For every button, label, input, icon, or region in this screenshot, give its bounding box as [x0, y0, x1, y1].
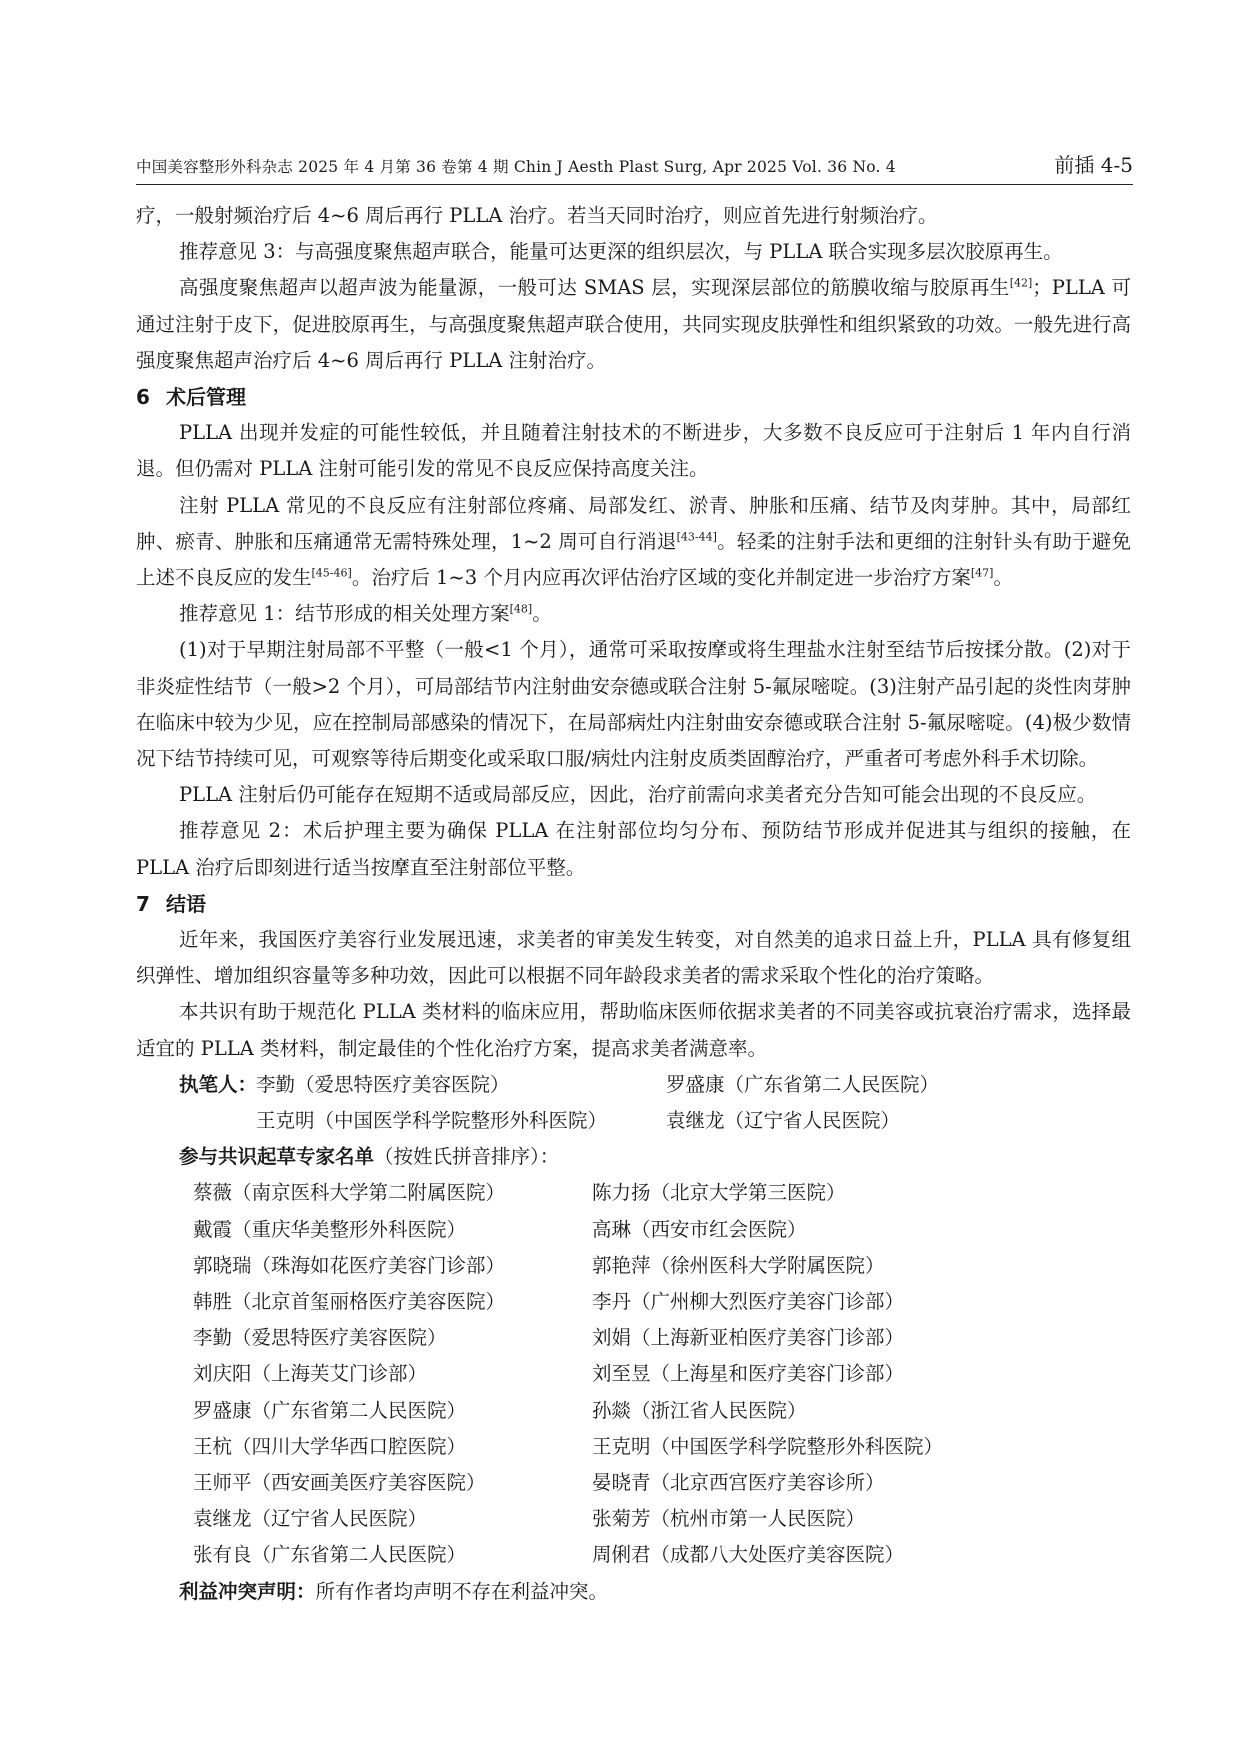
expert-row	[136, 1393, 1131, 1429]
expert-entry: 罗盛康（广东省第二人民医院）	[193, 1398, 467, 1422]
experts-heading: 参与共识起草专家名单（按姓氏拼音排序）：	[179, 1145, 560, 1169]
paragraph: (1)对于早期注射局部不平整（一般<1 个月），通常可采取按摩或将生理盐水注射至结节后按揉分散。(2)对于非炎症性结节（一般>2 个月），可局部结节内注射曲安奈德或联合注射 5-氟尿嘧啶。(3)注射产品引起的炎性肉芽肿在临床中较为少见，应在控制局部感染的情况下，在局部病灶内注射曲安奈德或联合注射 5-氟尿嘧啶。(4)极少数情况下结节持续可见，可观察等待后期变化或采取口服/病灶内注射皮质类固醇治疗，严重者可考虑外科手术切除。	[136, 638, 1131, 771]
expert-entry: 张菊芳（杭州市第一人民医院）	[592, 1507, 866, 1531]
expert-entry: 刘至昱（上海星和医疗美容门诊部）	[592, 1362, 905, 1386]
expert-entry: 郭晓瑞（珠海如花医疗美容门诊部）	[193, 1253, 506, 1277]
expert-row	[136, 1175, 1131, 1211]
author: 罗盛康（广东省第二人民医院）	[666, 1072, 940, 1096]
expert-row	[136, 1429, 1131, 1465]
recommendation-1: 推荐意见 1：结节形成的相关处理方案[48]。	[179, 602, 552, 626]
citation-ref[interactable]: [45-46]	[311, 566, 352, 580]
expert-entry: 蔡薇（南京医科大学第二附属医院）	[193, 1181, 506, 1205]
expert-entry: 王克明（中国医学科学院整形外科医院）	[592, 1434, 944, 1458]
expert-row	[136, 1320, 1131, 1356]
conflict-statement: 利益冲突声明：所有作者均声明不存在利益冲突。	[179, 1579, 609, 1603]
citation-ref[interactable]: [47]	[970, 566, 994, 580]
expert-entry: 刘庆阳（上海芙艾门诊部）	[193, 1362, 428, 1386]
paragraph: 高强度聚焦超声以超声波为能量源，一般可达 SMAS 层，实现深层部位的筋膜收缩与胶原再生[42]；PLLA 可通过注射于皮下，促进胶原再生，与高强度聚焦超声联合使用，共同实现皮肤弹性和组织紧致的功效。一般先进行高强度聚焦超声治疗后 4~6 周后再行 PLLA 注射治疗。	[136, 276, 1131, 372]
author: 王克明（中国医学科学院整形外科医院）	[256, 1109, 608, 1133]
expert-entry: 高琳（西安市红会医院）	[592, 1217, 807, 1241]
expert-entry: 刘娟（上海新亚柏医疗美容门诊部）	[592, 1326, 905, 1350]
expert-row	[136, 1537, 1131, 1573]
recommendation-2: 推荐意见 2：术后护理主要为确保 PLLA 在注射部位均匀分布、预防结节形成并促进其与组织的接触，在 PLLA 治疗后即刻进行适当按摩直至注射部位平整。	[136, 819, 1131, 879]
running-header	[136, 150, 1133, 185]
paragraph: PLLA 注射后仍可能存在短期不适或局部反应，因此，治疗前需向求美者充分告知可能会出现的不良反应。	[179, 783, 1097, 807]
expert-entry: 李勤（爱思特医疗美容医院）	[193, 1326, 447, 1350]
expert-row	[136, 1356, 1131, 1392]
expert-row	[136, 1248, 1131, 1284]
paragraph: 近年来，我国医疗美容行业发展迅速，求美者的审美发生转变，对自然美的追求日益上升，PLLA 具有修复组织弹性、增加组织容量等多种功效，因此可以根据不同年龄段求美者的需求采取个性化的治疗策略。	[136, 928, 1131, 988]
expert-entry: 戴霞（重庆华美整形外科医院）	[193, 1217, 467, 1241]
expert-row	[136, 1212, 1131, 1248]
expert-entry: 孙燚（浙江省人民医院）	[592, 1398, 807, 1422]
expert-row	[136, 1465, 1131, 1501]
author: 李勤（爱思特医疗美容医院）	[256, 1072, 510, 1096]
expert-entry: 韩胜（北京首玺丽格医疗美容医院）	[193, 1290, 506, 1314]
citation-ref[interactable]: [48]	[509, 602, 533, 616]
paragraph: 本共识有助于规范化 PLLA 类材料的临床应用，帮助临床医师依据求美者的不同美容或抗衰治疗需求，选择最适宜的 PLLA 类材料，制定最佳的个性化治疗方案，提高求美者满意率。	[136, 1000, 1131, 1060]
expert-entry: 李丹（广州柳大烈医疗美容门诊部）	[592, 1290, 905, 1314]
section-heading-6: 6 术后管理	[136, 385, 246, 410]
expert-entry: 晏晓青（北京西宫医疗美容诊所）	[592, 1470, 885, 1494]
article-body	[136, 198, 1131, 1610]
expert-entry: 周俐君（成都八大处医疗美容医院）	[592, 1543, 905, 1567]
experts-list	[136, 1175, 1131, 1573]
expert-entry: 张有良（广东省第二人民医院）	[193, 1543, 467, 1567]
expert-entry: 王师平（西安画美医疗美容医院）	[193, 1470, 486, 1494]
paragraph: 疗，一般射频治疗后 4~6 周后再行 PLLA 治疗。若当天同时治疗，则应首先进行射频治疗。	[136, 204, 938, 227]
authors-label: 执笔人：	[179, 1072, 258, 1096]
expert-row	[136, 1284, 1131, 1320]
citation-ref[interactable]: [43-44]	[676, 530, 717, 544]
expert-row	[136, 1501, 1131, 1537]
expert-entry: 袁继龙（辽宁省人民医院）	[193, 1507, 428, 1531]
section-heading-7: 7 结语	[136, 891, 206, 916]
authors-row	[136, 1067, 1131, 1103]
recommendation-3: 推荐意见 3：与高强度聚焦超声联合，能量可达更深的组织层次，与 PLLA 联合实现多层次胶原再生。	[179, 240, 1063, 264]
expert-entry: 王杭（四川大学华西口腔医院）	[193, 1434, 467, 1458]
authors-row	[136, 1103, 1131, 1139]
paragraph: 注射 PLLA 常见的不良反应有注射部位疼痛、局部发红、淤青、肿胀和压痛、结节及肉芽肿。其中，局部红肿、瘀青、肿胀和压痛通常无需特殊处理，1~2 周可自行消退[43-44]。轻柔的注射手法和更细的注射针头有助于避免上述不良反应的发生[45-46]。治疗后 1~3 个月内应再次评估治疗区域的变化并制定进一步治疗方案[47]。	[136, 493, 1131, 590]
expert-entry: 郭艳萍（徐州医科大学附属医院）	[592, 1253, 885, 1277]
paragraph: PLLA 出现并发症的可能性较低，并且随着注射技术的不断进步，大多数不良反应可于注射后 1 年内自行消退。但仍需对 PLLA 注射可能引发的常见不良反应保持高度关注。	[136, 421, 1131, 481]
page-number: 前插 4-5	[1054, 153, 1133, 177]
author: 袁继龙（辽宁省人民医院）	[666, 1109, 901, 1133]
citation-ref[interactable]: [42]	[1009, 276, 1033, 290]
expert-entry: 陈力扬（北京大学第三医院）	[592, 1181, 846, 1205]
journal-citation: 中国美容整形外科杂志 2025 年 4 月第 36 卷第 4 期 Chin J Aesth Plast Surg, Apr 2025 Vol. 36 No. 4	[136, 158, 896, 176]
